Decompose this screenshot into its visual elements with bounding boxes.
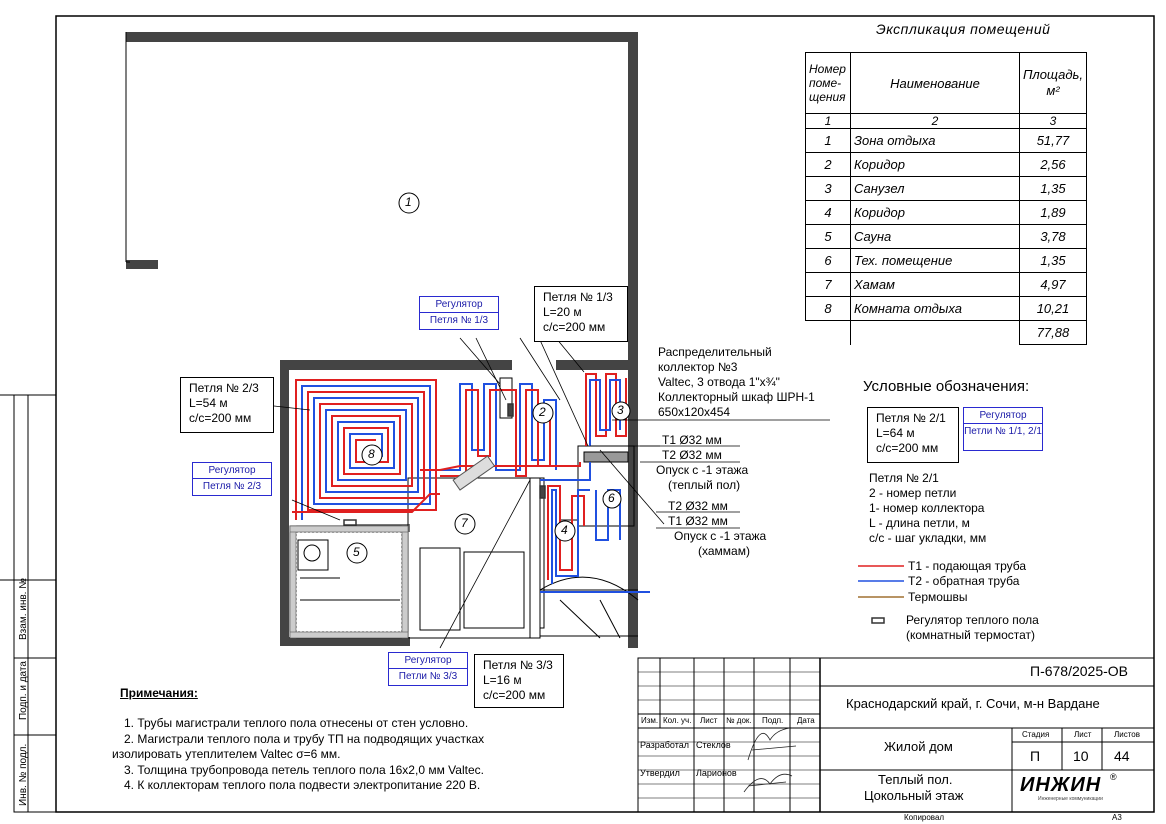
loop-room-2 <box>436 384 556 476</box>
explication-head-area: Площадь, м² <box>1019 53 1086 114</box>
notes-title: Примечания: <box>120 686 198 700</box>
tb-head-date: Дата <box>797 716 815 725</box>
explication-num: 2 <box>806 153 851 177</box>
loop-1-3-box: Петля № 1/3 L=20 м с/с=200 мм <box>534 286 628 342</box>
legend-sample-regulator: Регулятор Петли № 1/1, 2/1 <box>963 407 1043 451</box>
room-label-3: 3 <box>617 403 624 417</box>
room-circles <box>347 193 630 563</box>
legend-line-supply: Т1 - подающая труба <box>908 559 1027 573</box>
explication-name: Санузел <box>851 177 1020 201</box>
explication-row <box>806 129 1087 153</box>
legend-line-return: Т2 - обратная труба <box>908 574 1020 588</box>
room-label-8: 8 <box>368 447 375 461</box>
explication-num: 6 <box>806 249 851 273</box>
tb-sheets: 44 <box>1114 748 1130 764</box>
tb-sheet-head: Лист <box>1074 730 1092 739</box>
tb-head-kol: Кол. уч. <box>663 716 692 725</box>
legend-title: Условные обозначения: <box>863 378 1030 395</box>
explication-name: Комната отдыха <box>851 297 1020 321</box>
tb-object: Жилой дом <box>884 739 953 754</box>
collector-note: Распределительный коллектор №3 Valtec, 3 отвода 1"х¾" Коллекторный шкаф ШРН-1 650х120х454 <box>658 345 815 419</box>
explication-num: 4 <box>806 201 851 225</box>
tb-title-2: Цокольный этаж <box>864 788 964 803</box>
room-label-5: 5 <box>353 545 360 559</box>
explication-area: 2,56 <box>1019 153 1086 177</box>
tb-head-sign: Подп. <box>762 716 784 725</box>
tb-sheet: 10 <box>1073 748 1089 764</box>
tb-logo: ИНЖИН <box>1020 774 1102 796</box>
riser-floor-note: Т1 Ø32 мм Т2 Ø32 мм Опуск с -1 этажа (теплый пол) <box>656 433 749 492</box>
explication-table: Номер поме- щения Наименование Площадь, м² 1 2 3 1 Зона отдыха 51,77 2 Коридор 2,56 3 Санузел 1,35 4 Коридор 1,89 5 Сауна 3,78 6 Тех. помещение 1,35 7 Хамам 4,97 8 Комната отдыха 10,21 77,88 <box>805 52 1087 345</box>
tb-role-appr: Утвердил <box>640 768 680 778</box>
explication-title: Экспликация помещений <box>876 21 1051 37</box>
explication-row <box>806 225 1087 249</box>
explication-num: 8 <box>806 297 851 321</box>
explication-row <box>806 297 1087 321</box>
tb-role-dev: Разработал <box>640 740 689 750</box>
explication-num: 3 <box>806 177 851 201</box>
loop-3-3-box: Петля № 3/3 L=16 м с/с=200 мм <box>474 654 564 708</box>
room-label-1: 1 <box>405 195 412 209</box>
explication-row <box>806 177 1087 201</box>
explication-row <box>806 249 1087 273</box>
legend-regulator-symbol: Регулятор теплого пола (комнатный термостат) <box>906 613 1039 642</box>
explication-name: Сауна <box>851 225 1020 249</box>
tb-logo-sub: Инженерные коммуникации <box>1038 796 1103 802</box>
explication-area: 3,78 <box>1019 225 1086 249</box>
tb-title-1: Теплый пол. <box>878 772 953 787</box>
tb-code: П-678/2025-ОВ <box>1030 663 1129 679</box>
sauna-insulation <box>290 526 408 638</box>
tb-location: Краснодарский край, г. Сочи, м-н Вардане <box>846 696 1100 711</box>
tb-copied: Копировал <box>904 813 945 822</box>
explication-area: 10,21 <box>1019 297 1086 321</box>
side-stamp-inv: Инв. № подл. <box>18 743 29 806</box>
room-label-6: 6 <box>608 491 615 505</box>
notes-list: 1. Трубы магистрали теплого пола отнесены от стен условно. 2. Магистрали теплого пола и трубу ТП на подводящих участках изолировать утеплителем Valtec σ=6 мм. 3. Толщина трубопровода петель теплого пола 16х2,0 мм Valtec. 4. К коллекторам теплого пола подвести электропитание 220 В. <box>112 716 485 792</box>
legend-line-joints: Термошвы <box>908 590 968 604</box>
tb-head-list: Лист <box>700 716 718 725</box>
tb-stage-head: Стадия <box>1022 730 1050 739</box>
tb-head-doc: № док. <box>726 716 752 725</box>
signatures <box>744 728 796 792</box>
side-stamp-sign-date: Подп. и дата <box>18 661 29 720</box>
room-label-4: 4 <box>561 523 568 537</box>
room-label-7: 7 <box>461 516 468 530</box>
tb-name-dev: Стеклов <box>696 740 731 750</box>
explication-name: Тех. помещение <box>851 249 1020 273</box>
explication-area: 1,89 <box>1019 201 1086 225</box>
tb-head-izm: Изм. <box>641 716 659 725</box>
explication-area: 51,77 <box>1019 129 1086 153</box>
legend-sample-loop: Петля № 2/1 L=64 м с/с=200 мм <box>867 407 959 463</box>
regulator-3-3-box: Регулятор Петли № 3/3 <box>388 652 468 686</box>
side-stamp-replace: Взам. инв. № <box>18 578 29 640</box>
explication-name: Коридор <box>851 153 1020 177</box>
tb-stage: П <box>1030 748 1041 764</box>
legend-lines <box>858 566 904 623</box>
explication-row <box>806 273 1087 297</box>
tb-format: А3 <box>1112 813 1122 822</box>
explication-area: 1,35 <box>1019 177 1086 201</box>
loop-2-3-box: Петля № 2/3 L=54 м с/с=200 мм <box>180 377 274 433</box>
explication-row <box>806 153 1087 177</box>
tb-sheets-head: Листов <box>1114 730 1140 739</box>
tb-logo-reg: ® <box>1110 772 1117 782</box>
explication-rows <box>806 129 1087 321</box>
explication-num: 1 <box>806 129 851 153</box>
legend-explanation: Петля № 2/1 2 - номер петли 1- номер коллектора L - длина петли, м с/с - шаг укладки, мм <box>869 471 987 545</box>
explication-num: 5 <box>806 225 851 249</box>
room-label-2: 2 <box>539 405 546 419</box>
explication-head-name: Наименование <box>851 53 1020 114</box>
regulator-1-3-box: Регулятор Петля № 1/3 <box>419 296 499 330</box>
side-stamp-agreed <box>0 474 1 534</box>
explication-name: Коридор <box>851 201 1020 225</box>
explication-total: 77,88 <box>1019 321 1086 345</box>
explication-name: Хамам <box>851 273 1020 297</box>
tb-name-appr: Ларионов <box>696 768 737 778</box>
explication-name: Зона отдыха <box>851 129 1020 153</box>
explication-area: 4,97 <box>1019 273 1086 297</box>
riser-hamam-note: Т2 Ø32 мм Т1 Ø32 мм Опуск с -1 этажа (хаммам) <box>668 499 767 558</box>
explication-row <box>806 201 1087 225</box>
explication-head-num: Номер поме- щения <box>806 53 851 114</box>
explication-num: 7 <box>806 273 851 297</box>
regulator-2-3-box: Регулятор Петля № 2/3 <box>192 462 272 496</box>
explication-area: 1,35 <box>1019 249 1086 273</box>
